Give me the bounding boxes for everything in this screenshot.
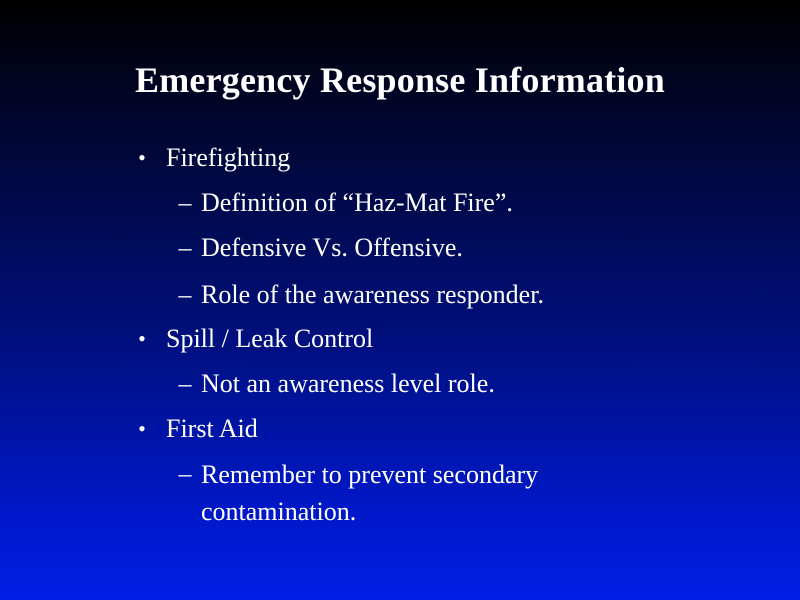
bullet-label: Firefighting: [166, 143, 291, 172]
sub-marker: –: [178, 369, 192, 398]
bullet-label: First Aid: [166, 414, 258, 443]
sub-item-label: Defensive Vs. Offensive.: [201, 233, 463, 262]
bullet-marker: •: [138, 145, 146, 170]
sub-item-label: Not an awareness level role.: [201, 369, 495, 398]
sub-marker: –: [178, 188, 192, 217]
bullet-marker: •: [138, 326, 146, 351]
sub-marker: –: [178, 459, 192, 488]
sub-item-label: Remember to prevent secondary contamination.: [201, 460, 539, 526]
sub-item-label: Role of the awareness responder.: [201, 280, 544, 309]
slide-title: Emergency Response Information: [135, 60, 665, 100]
bullet-marker: •: [138, 416, 146, 441]
sub-marker: –: [178, 280, 192, 309]
sub-marker: –: [178, 233, 192, 262]
sub-item-label: Definition of “Haz-Mat Fire”.: [201, 188, 513, 217]
bullet-label: Spill / Leak Control: [166, 324, 374, 353]
